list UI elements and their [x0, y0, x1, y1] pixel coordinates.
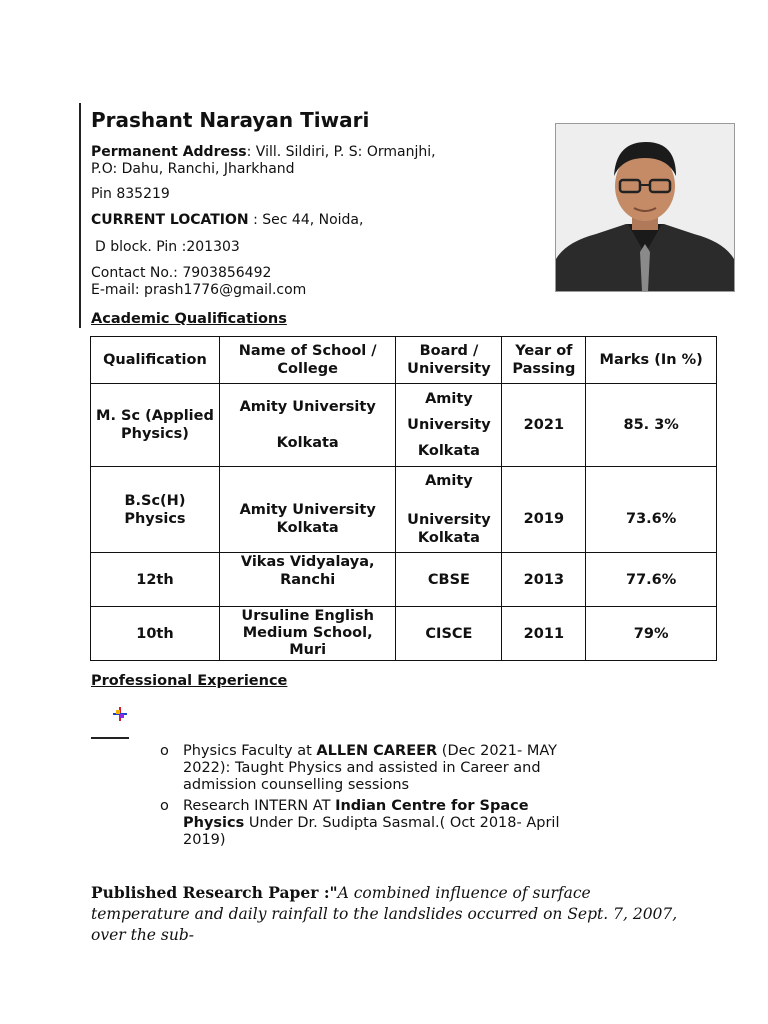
- profile-photo: [555, 123, 735, 292]
- school-cell: [219, 467, 396, 553]
- board-cell: CBSE: [396, 553, 502, 607]
- research-label: Published Research Paper :: [91, 883, 330, 902]
- column-header: Marks (In %): [586, 337, 717, 384]
- school-line: Ranchi: [280, 572, 336, 588]
- column-header: Year of Passing: [502, 337, 586, 384]
- column-header: Board / University: [396, 337, 502, 384]
- school-line: Muri: [289, 642, 327, 658]
- table-row: [91, 467, 717, 553]
- permanent-address: [91, 144, 436, 178]
- permanent-address-line2: P.O: Dahu, Ranchi, Jharkhand: [91, 161, 295, 177]
- school-cell: [219, 607, 396, 661]
- experience-text: Research INTERN AT: [183, 798, 336, 814]
- qualification-cell: 10th: [91, 607, 220, 661]
- experience-text: Physics Faculty at: [183, 743, 317, 759]
- table-row: [91, 384, 717, 467]
- bullet-marker: o: [160, 743, 169, 759]
- year-cell: 2019: [502, 467, 586, 553]
- pin-code: Pin 835219: [91, 186, 170, 202]
- colored-star-bullet-icon: [113, 706, 127, 720]
- qualification-cell: M. Sc (Applied Physics): [91, 384, 220, 467]
- board-cell: CISCE: [396, 607, 502, 661]
- school-line: Ursuline English: [241, 608, 374, 624]
- email-address: E-mail: prash1776@gmail.com: [91, 282, 307, 298]
- school-line: Vikas Vidyalaya,: [240, 554, 375, 570]
- board-line: Amity: [425, 391, 473, 407]
- marks-cell: 85. 3%: [586, 384, 717, 467]
- school-line: Medium School,: [242, 625, 373, 641]
- qualification-cell: [91, 467, 220, 553]
- board-line: University: [407, 417, 491, 433]
- current-location-label: CURRENT LOCATION: [91, 212, 249, 228]
- marks-cell: 79%: [586, 607, 717, 661]
- contact-number: Contact No.: 7903856492: [91, 265, 272, 281]
- research-title: A combined influence of surface temperature and daily rainfall to the landslides occurred on Sept. 7, 2007, over the sub-: [91, 884, 678, 944]
- professional-experience-heading: Professional Experience: [91, 673, 288, 689]
- board-line: University: [407, 512, 491, 528]
- marks-cell: 77.6%: [586, 553, 717, 607]
- short-horizontal-rule: [91, 737, 129, 739]
- published-research-paper: [91, 882, 691, 946]
- permanent-address-line1: : Vill. Sildiri, P. S: Ormanjhi,: [246, 144, 436, 160]
- year-cell: 2021: [502, 384, 586, 467]
- current-location: [91, 212, 363, 229]
- school-line: Kolkata: [276, 435, 339, 451]
- board-cell: [396, 467, 502, 553]
- research-quote-mark: ": [329, 883, 338, 902]
- qualification-cell: 12th: [91, 553, 220, 607]
- experience-employer: ALLEN CAREER: [316, 743, 438, 759]
- year-cell: 2013: [502, 553, 586, 607]
- current-location-line2: D block. Pin :201303: [95, 239, 240, 255]
- current-location-line1: : Sec 44, Noida,: [248, 212, 364, 228]
- school-cell: [219, 384, 396, 467]
- experience-details: (Dec 2021- MAY 2022): Taught Physics and assisted in Career and admission counselling sessions: [183, 743, 558, 793]
- left-margin-rule: [79, 103, 81, 328]
- marks-cell: 73.6%: [586, 467, 717, 553]
- qualifications-table: [90, 336, 717, 661]
- table-row: [91, 553, 717, 607]
- experience-employer: Indian Centre for Space Physics: [183, 798, 529, 831]
- academic-qualifications-heading: Academic Qualifications: [91, 311, 287, 327]
- bullet-marker: o: [160, 798, 169, 814]
- school-cell: [219, 553, 396, 607]
- candidate-name: Prashant Narayan Tiwari: [91, 108, 370, 132]
- column-header: Name of School / College: [219, 337, 396, 384]
- qualification-text: B.Sc(H) Physics: [124, 492, 186, 527]
- permanent-address-label: Permanent Address: [91, 144, 247, 160]
- school-line: Kolkata: [276, 519, 339, 536]
- experience-details: Under Dr. Sudipta Sasmal.( Oct 2018- April 2019): [183, 815, 560, 848]
- table-row: [91, 607, 717, 661]
- board-line: Kolkata: [417, 530, 480, 546]
- experience-item: [160, 798, 580, 849]
- school-line: Amity University: [239, 501, 376, 518]
- column-header: Qualification: [91, 337, 220, 384]
- board-line: Kolkata: [417, 443, 480, 459]
- person-portrait-icon: [556, 124, 734, 291]
- school-line: Amity University: [239, 399, 376, 415]
- year-cell: 2011: [502, 607, 586, 661]
- board-cell: [396, 384, 502, 467]
- board-line: Amity: [425, 473, 473, 489]
- experience-item: [160, 743, 580, 794]
- table-header-row: [91, 337, 717, 384]
